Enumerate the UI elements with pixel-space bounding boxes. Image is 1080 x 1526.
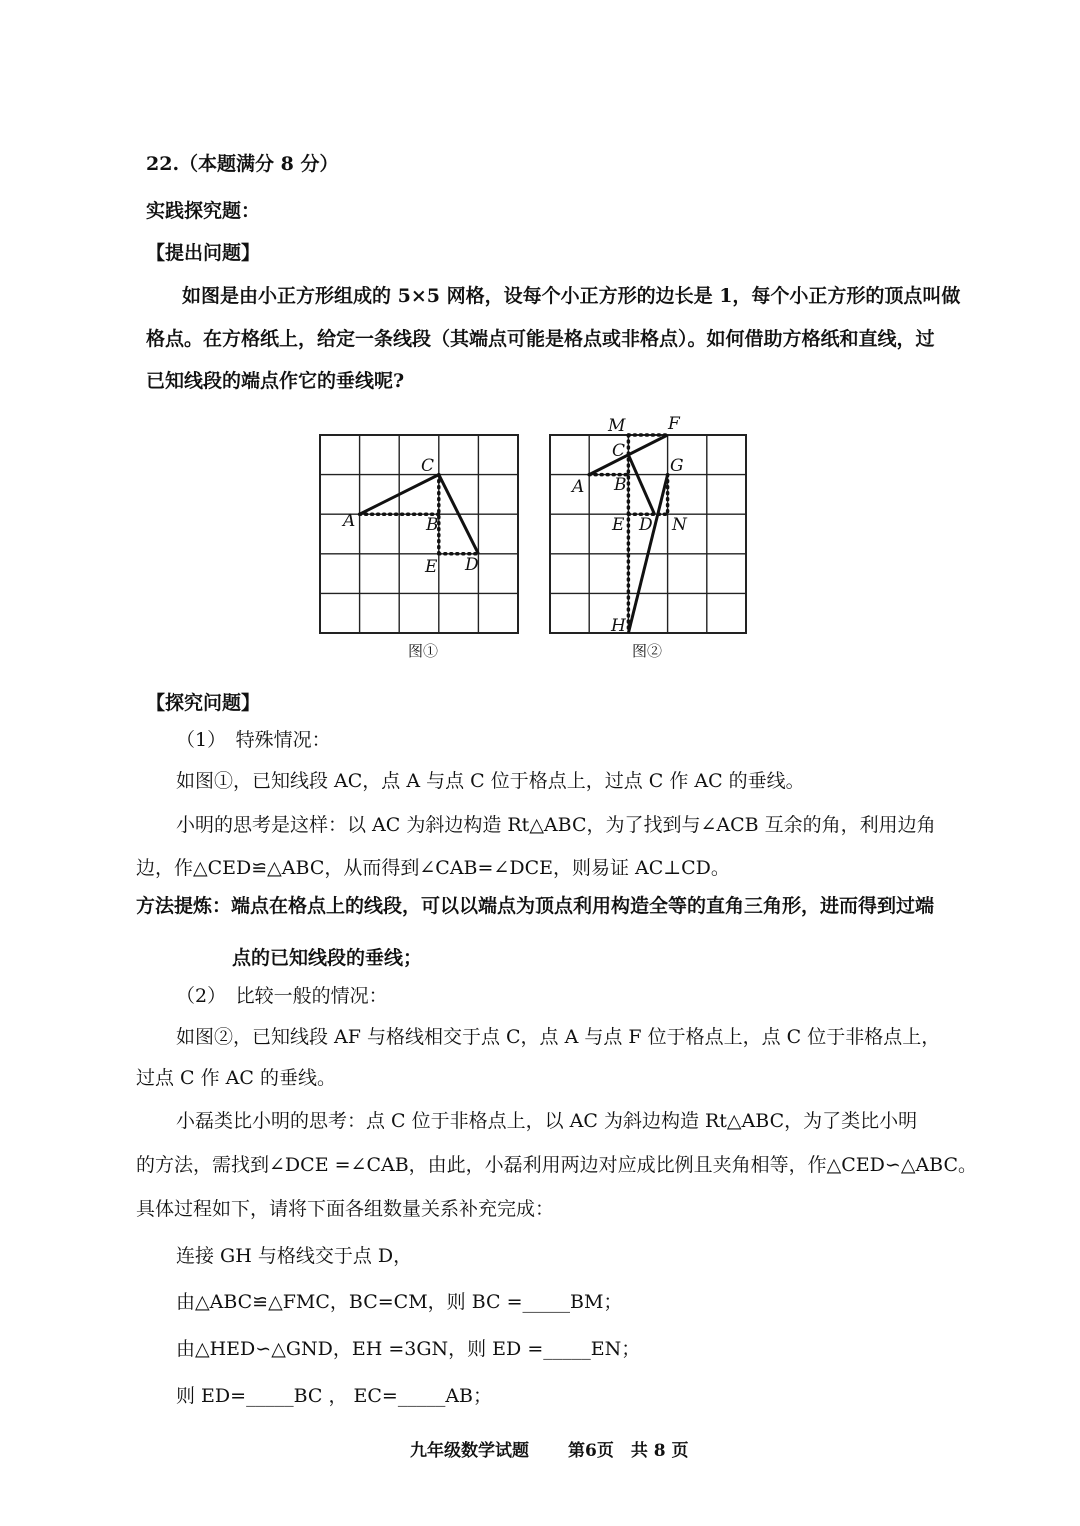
question-type: 实践探究题： bbox=[146, 200, 261, 222]
method-summary-line-2: 点的已知线段的垂线； bbox=[232, 947, 423, 969]
problem-text-line-3: 已知线段的端点作它的垂线呢? bbox=[146, 370, 405, 392]
part-2-text-3: 小磊类比小明的思考：点 C 位于非格点上，以 AC 为斜边构造 Rt△ABC，为了类比小明 bbox=[176, 1110, 918, 1132]
section-heading-explore: 【探究问题】 bbox=[146, 692, 261, 714]
part-2-text-5: 具体过程如下，请将下面各组数量关系补充完成： bbox=[136, 1198, 555, 1220]
part-2-text-2: 过点 C 作 AC 的垂线。 bbox=[136, 1067, 336, 1089]
fig1-label-a: A bbox=[343, 511, 356, 531]
figure-2 bbox=[530, 405, 770, 650]
part-1-text-3: 边，作△CED≌△ABC，从而得到∠CAB=∠DCE，则易证 AC⊥CD。 bbox=[136, 857, 730, 879]
part-2-text-4: 的方法，需找到∠DCE =∠CAB，由此，小磊利用两边对应成比例且夹角相等，作△CED∽△ABC。 bbox=[136, 1154, 978, 1176]
process-step-3[interactable]: 由△HED∽△GND，EH =3GN，则 ED =_____EN； bbox=[176, 1338, 641, 1360]
fig2-label-c: C bbox=[612, 441, 626, 461]
fig2-label-d: D bbox=[639, 515, 653, 535]
figure-1-caption: 图① bbox=[408, 642, 439, 660]
fig1-label-b: B bbox=[426, 515, 439, 535]
fig2-label-m: M bbox=[608, 416, 626, 436]
fig2-label-g: G bbox=[670, 456, 684, 476]
fig2-label-e: E bbox=[612, 515, 625, 535]
footer-subject: 九年级数学试题 bbox=[410, 1441, 529, 1461]
section-heading-question: 【提出问题】 bbox=[146, 242, 261, 264]
problem-text-line-2: 格点。在方格纸上，给定一条线段（其端点可能是格点或非格点）。如何借助方格纸和直线，过 bbox=[146, 328, 935, 350]
figure-2-caption: 图② bbox=[632, 642, 663, 660]
fig1-label-d: D bbox=[465, 555, 479, 575]
fig2-label-a: A bbox=[572, 477, 585, 497]
figure-1 bbox=[300, 420, 540, 650]
figure-1-grid bbox=[320, 435, 518, 633]
part-2-heading: （2） 比较一般的情况： bbox=[176, 985, 388, 1007]
process-step-1: 连接 GH 与格线交于点 D， bbox=[176, 1245, 413, 1267]
fig2-label-f: F bbox=[668, 414, 680, 434]
fig2-label-b: B bbox=[614, 475, 627, 495]
process-step-4[interactable]: 则 ED=_____BC ， EC=_____AB； bbox=[176, 1385, 493, 1407]
fig1-label-c: C bbox=[421, 456, 435, 476]
process-step-2[interactable]: 由△ABC≌△FMC，BC=CM，则 BC =_____BM； bbox=[176, 1291, 623, 1313]
footer-page-number: 第6页 共 8 页 bbox=[568, 1441, 689, 1461]
part-1-text-1: 如图①，已知线段 AC，点 A 与点 C 位于格点上，过点 C 作 AC 的垂线。 bbox=[176, 770, 805, 792]
fig2-label-n: N bbox=[672, 515, 687, 535]
method-summary-line-1: 方法提炼：端点在格点上的线段，可以以端点为顶点利用构造全等的直角三角形，进而得到过端 bbox=[136, 895, 935, 917]
part-1-heading: （1） 特殊情况： bbox=[176, 729, 331, 751]
fig1-label-e: E bbox=[425, 557, 438, 577]
fig2-label-h: H bbox=[611, 616, 626, 636]
part-1-text-2: 小明的思考是这样：以 AC 为斜边构造 Rt△ABC，为了找到与∠ACB 互余的角，利用边角 bbox=[176, 814, 936, 836]
part-2-text-1: 如图②，已知线段 AF 与格线相交于点 C，点 A 与点 F 位于格点上，点 C 位于非格点上， bbox=[176, 1026, 941, 1048]
problem-text-line-1: 如图是由小正方形组成的 5×5 网格，设每个小正方形的边长是 1，每个小正方形的顶点叫做 bbox=[182, 285, 961, 307]
question-number: 22.（本题满分 8 分） bbox=[146, 153, 339, 175]
